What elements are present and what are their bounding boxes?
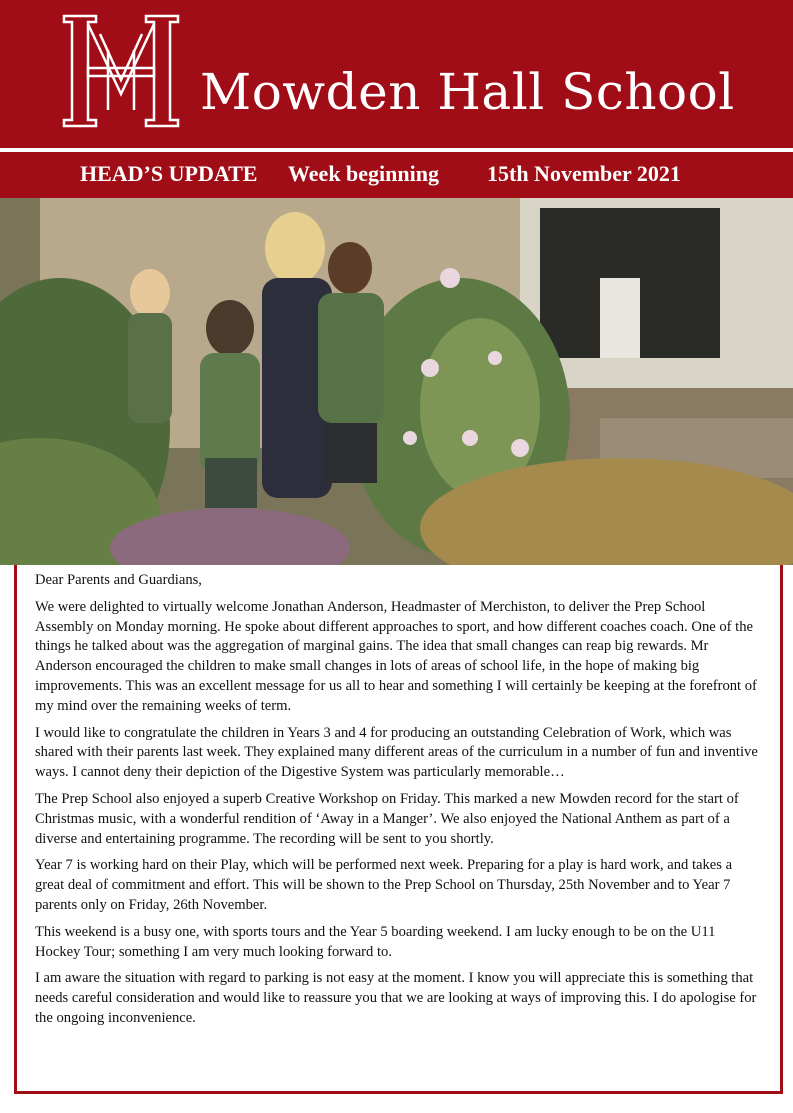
header-banner: [0, 0, 793, 148]
week-date: 15th November 2021: [487, 161, 681, 186]
school-photo: [0, 198, 793, 565]
letter-body: [35, 571, 763, 1036]
week-label: Week beginning: [288, 161, 439, 186]
letter-paragraph: I would like to congratulate the children in Years 3 and 4 for producing an outstanding Celebration of Work, which was shared with their parents last week. They explained many different areas of the curriculum in a number of fun and inventive ways. I cannot deny their depiction of the Digestive System was particularly memorable…: [35, 724, 758, 781]
school-crest-logo: [56, 10, 186, 132]
letter-greeting: Dear Parents and Guardians,: [35, 572, 202, 588]
letter-paragraph: This weekend is a busy one, with sports tours and the Year 5 boarding weekend. I am lucky enough to be on the U11 Hockey Tour; something I am very much looking forward to.: [35, 923, 716, 960]
letter-box: [14, 565, 783, 1094]
school-name: Mowden Hall School: [200, 63, 735, 121]
letter-paragraph: I am aware the situation with regard to parking is not easy at the moment. I know you will appreciate this is something that needs careful consideration and would like to reassure you that we are looking at ways of improving this. I do apologise for the ongoing inconvenience.: [35, 970, 757, 1026]
update-title-band: [0, 152, 793, 198]
letter-paragraph: The Prep School also enjoyed a superb Creative Workshop on Friday. This marked a new Mowden record for the start of Christmas music, with a wonderful rendition of ‘Away in a Manger’. We also enjoyed the National Anthem as part of a diverse and entertaining programme. The recording will be sent to you shortly.: [35, 790, 739, 847]
update-title: HEAD’S UPDATE: [80, 161, 258, 186]
letter-paragraph: Year 7 is working hard on their Play, which will be performed next week. Preparing for a play is hard work, and takes a great deal of commitment and effort. This will be shown to the Prep School on Thursday, 25th November and to Year 7 parents only on Friday, 26th November.: [35, 857, 733, 913]
letter-paragraph: We were delighted to virtually welcome Jonathan Anderson, Headmaster of Merchiston, to deliver the Prep School Assembly on Monday morning. He spoke about different approaches to sport, and how different coaches coach. One of the things he talked about was the aggregation of marginal gains. The idea that small changes can reap big rewards. Mr Anderson encouraged the children to make small changes in lots of areas of school life, in the hope of making big improvements. This was an excellent message for us all to hear and something I will certainly be keeping at the forefront of my mind over the remaining weeks of term.: [35, 598, 757, 714]
